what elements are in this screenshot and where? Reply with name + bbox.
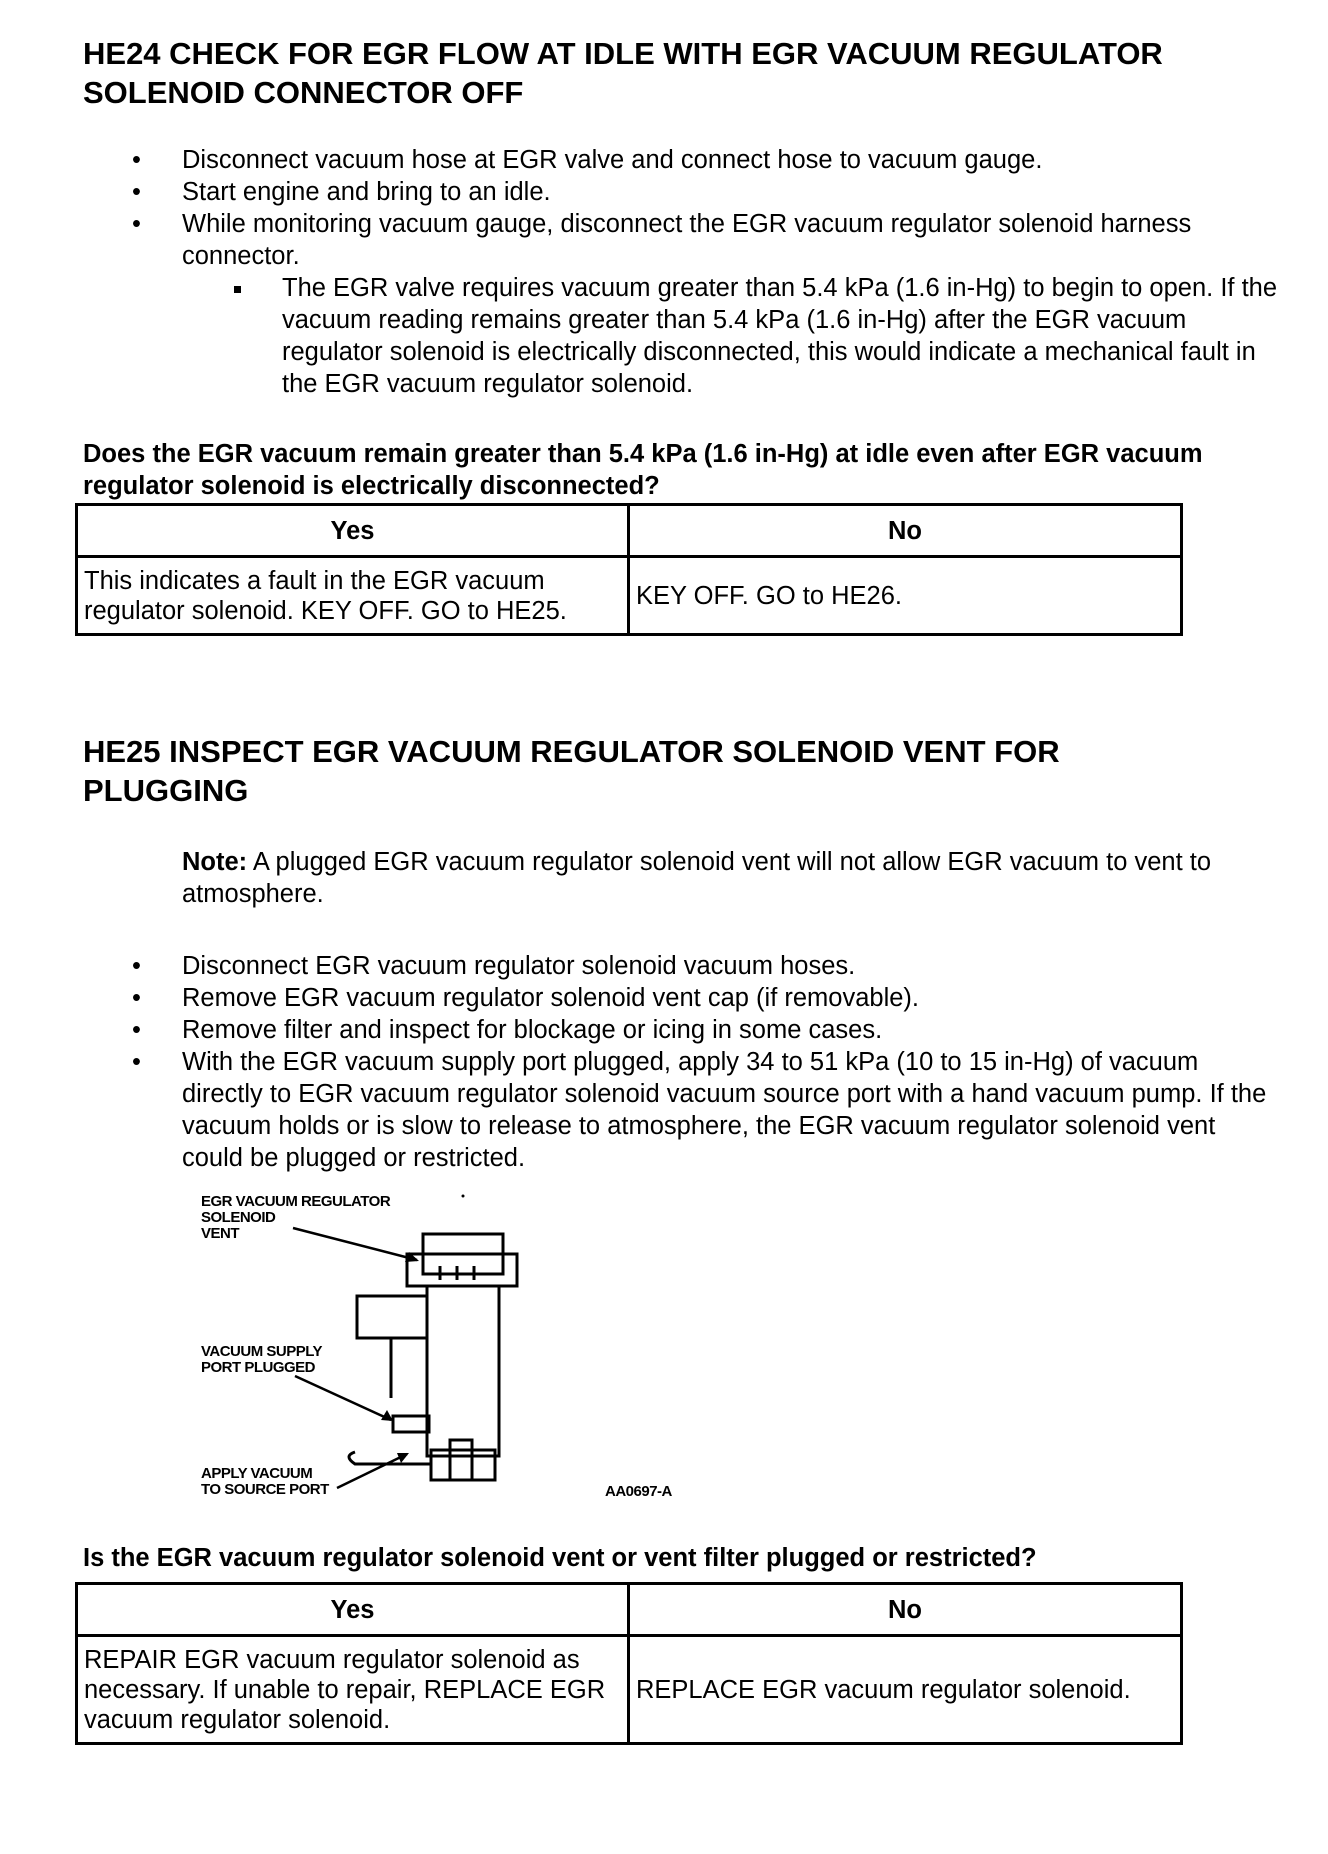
list-item: • Remove EGR vacuum regulator solenoid vent cap (if removable). <box>132 984 919 1012</box>
he25-question: Is the EGR vacuum regulator solenoid vent or vent filter plugged or restricted? <box>83 1544 1037 1572</box>
label-vent-line3: VENT <box>201 1225 240 1242</box>
solenoid-drawing <box>349 1234 517 1480</box>
sub-list-item: The EGR valve requires vacuum greater than 5.4 kPa (1.6 in-Hg) to begin to open. If the vacuum reading remains greater than 5.4 kPa (1.6 in-Hg) after the EGR vacuum regulator solenoid is electrically disconnected, this would indicate a mechanical fault in the EGR vacuum regulator solenoid. <box>232 272 1282 400</box>
he24-bullet-list <box>132 144 1282 400</box>
leader-supply <box>295 1376 391 1420</box>
source-port <box>450 1440 472 1480</box>
yes-cell: This indicates a fault in the EGR vacuum regulator solenoid. KEY OFF. GO to HE25. <box>77 557 629 635</box>
he24-heading-line1: HE24 CHECK FOR EGR FLOW AT IDLE WITH EGR VACUUM REGULATOR <box>83 36 1163 71</box>
egr-solenoid-diagram <box>195 1188 715 1513</box>
he24-heading-line2: SOLENOID CONNECTOR OFF <box>83 75 524 110</box>
no-header: No <box>629 505 1182 557</box>
he25-decision-table <box>75 1582 1183 1745</box>
list-item: • Disconnect EGR vacuum regulator solenoid vacuum hoses. <box>132 952 856 980</box>
he24-sub-list <box>182 272 1282 400</box>
speck <box>462 1195 465 1198</box>
label-vent-line2: SOLENOID <box>201 1209 276 1226</box>
he24-question: Does the EGR vacuum remain greater than 5.4 kPa (1.6 in-Hg) at idle even after EGR vacuum regulator solenoid is electrically disconnected? <box>83 440 1203 500</box>
list-item: • Disconnect vacuum hose at EGR valve and connect hose to vacuum gauge. <box>132 146 1043 174</box>
he24-decision-table <box>75 503 1183 636</box>
label-supply-line1: VACUUM SUPPLY <box>201 1343 323 1360</box>
list-item: • Start engine and bring to an idle. <box>132 178 551 206</box>
list-item: • Remove filter and inspect for blockage or icing in some cases. <box>132 1016 883 1044</box>
no-cell: KEY OFF. GO to HE26. <box>629 557 1182 635</box>
yes-cell: REPAIR EGR vacuum regulator solenoid as necessary. If unable to repair, REPLACE EGR vacuum regulator solenoid. <box>77 1636 629 1744</box>
he25-heading <box>83 732 1263 810</box>
he25-bullet-list <box>132 950 1282 1174</box>
note-label: Note: <box>182 848 248 876</box>
label-apply-line1: APPLY VACUUM <box>201 1465 313 1482</box>
he24-heading <box>83 34 1263 112</box>
yes-header: Yes <box>77 1584 629 1636</box>
no-header: No <box>629 1584 1182 1636</box>
solenoid-body <box>427 1286 499 1456</box>
he25-heading-line2: PLUGGING <box>83 773 249 808</box>
note-text: A plugged EGR vacuum regulator solenoid vent will not allow EGR vacuum to vent to atmosphere. <box>182 848 1212 908</box>
label-vent-line1: EGR VACUUM REGULATOR <box>201 1193 391 1210</box>
leader-apply <box>337 1454 407 1488</box>
leader-vent <box>293 1228 417 1260</box>
yes-header: Yes <box>77 505 629 557</box>
electrical-connector <box>357 1296 427 1338</box>
label-apply-line2: TO SOURCE PORT <box>201 1481 329 1498</box>
figure-code: AA0697-A <box>605 1483 672 1500</box>
no-cell: REPLACE EGR vacuum regulator solenoid. <box>629 1636 1182 1744</box>
he25-note <box>182 846 1272 910</box>
label-supply-line2: PORT PLUGGED <box>201 1359 316 1376</box>
supply-port-plug <box>393 1416 429 1432</box>
list-item: • With the EGR vacuum supply port plugged, apply 34 to 51 kPa (10 to 15 in-Hg) of vacuum directly to EGR vacuum regulator solenoid vacuum source port with a hand vacuum pump. If the vacuum holds or is slow to release to atmosphere, the EGR vacuum regulator solenoid vent could be plugged or restricted. <box>132 1048 1267 1172</box>
he25-heading-line1: HE25 INSPECT EGR VACUUM REGULATOR SOLENOID VENT FOR <box>83 734 1060 769</box>
list-item: • While monitoring vacuum gauge, disconnect the EGR vacuum regulator solenoid harness connector. The EGR valve requires vacuum greater than 5.4 kPa (1.6 in-Hg) to begin to open. If the vacuum reading remains greater than 5.4 kPa (1.6 in-Hg) after the EGR vacuum regulator solenoid is electrically disconnected, this would indicate a mechanical fault in the EGR vacuum regulator solenoid. <box>132 208 1282 400</box>
